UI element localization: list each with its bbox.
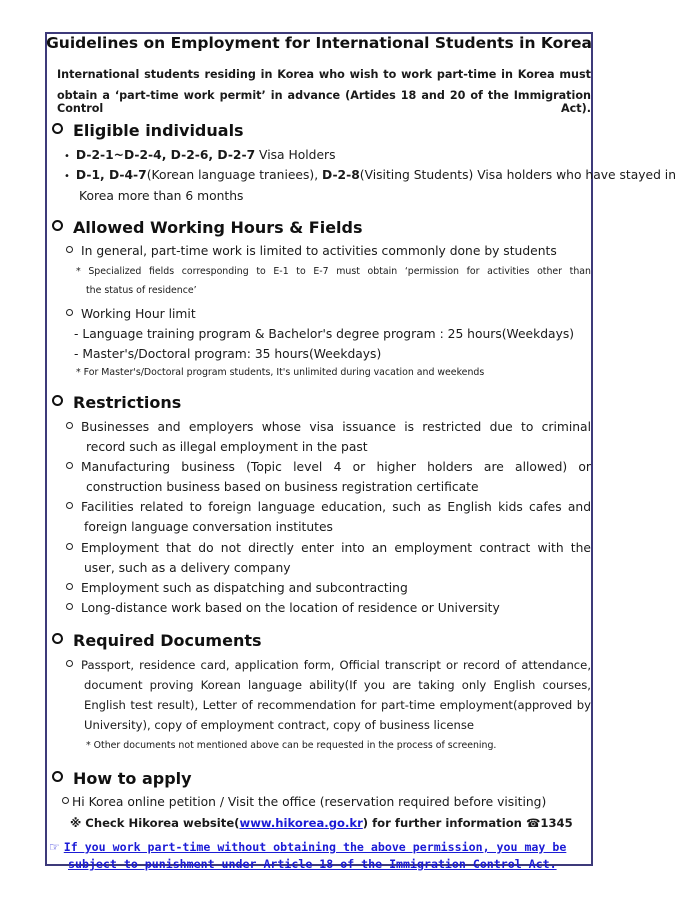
intro-line-1: International students residing in Korea who wish to work part-time in Korea must	[57, 68, 591, 81]
documents-line-3: English test result), Letter of recommendation for part-time employment(approved by	[84, 698, 591, 712]
circle-bullet-icon	[52, 395, 63, 406]
page-title: Guidelines on Employment for International Students in Korea	[46, 34, 592, 52]
eligible-item-2: • D-1, D-4-7(Korean language traniees), D-2-8(Visiting Students) Visa holders who have stayed in	[64, 168, 676, 182]
circle-bullet-icon	[52, 123, 63, 134]
circle-bullet-icon	[52, 633, 63, 644]
documents-heading: Required Documents	[52, 631, 262, 650]
apply-heading: How to apply	[52, 769, 192, 788]
bullet-icon	[66, 422, 73, 429]
bullet-icon	[66, 660, 73, 667]
bullet-icon	[62, 797, 69, 804]
pointing-hand-icon: ☞	[49, 840, 60, 854]
documents-line-2: document proving Korean language ability(If you are taking only English courses,	[84, 678, 591, 692]
restriction-item-2-cont: construction business based on business registration certificate	[86, 480, 479, 494]
restriction-item-1-cont: record such as illegal employment in the past	[86, 440, 368, 454]
bullet-icon	[66, 309, 73, 316]
hours-note-1: * Specialized fields corresponding to E-1 to E-7 must obtain ‘permission for activities other than	[76, 266, 591, 277]
hours-note-2: * For Master's/Doctoral program students, It's unlimited during vacation and weekends	[76, 367, 485, 378]
circle-bullet-icon	[52, 771, 63, 782]
restrictions-heading: Restrictions	[52, 393, 181, 412]
restriction-item-2: Manufacturing business (Topic level 4 or higher holders are allowed) or	[66, 460, 591, 474]
bullet-icon	[66, 502, 73, 509]
hours-limit-2: - Master's/Doctoral program: 35 hours(Weekdays)	[74, 347, 382, 361]
hours-limit-label: Working Hour limit	[66, 307, 196, 321]
bullet-icon	[66, 462, 73, 469]
restriction-item-5: Employment such as dispatching and subcontracting	[66, 581, 408, 595]
bullet-icon	[66, 583, 73, 590]
bullet-icon	[66, 603, 73, 610]
restriction-item-3: Facilities related to foreign language education, such as English kids cafes and	[66, 500, 591, 514]
hours-heading: Allowed Working Hours & Fields	[52, 218, 363, 237]
apply-check: ※ Check Hikorea website(www.hikorea.go.kr) for further information ☎1345	[70, 816, 573, 830]
restriction-item-3-cont: foreign language conversation institutes	[84, 520, 333, 534]
bullet-icon	[66, 543, 73, 550]
restriction-item-4: Employment that do not directly enter into an employment contract with the	[66, 541, 591, 555]
hours-limit-1: - Language training program & Bachelor's degree program : 25 hours(Weekdays)	[74, 327, 575, 341]
warning-line-2: subject to punishment under Article 18 of the Immigration Control Act.	[68, 857, 557, 871]
documents-note: * Other documents not mentioned above can be requested in the process of screening.	[86, 740, 497, 751]
eligible-item-2-cont: Korea more than 6 months	[79, 189, 244, 203]
documents-line-4: University), copy of employment contract, copy of business license	[84, 718, 475, 732]
restriction-item-1: Businesses and employers whose visa issuance is restricted due to criminal	[66, 420, 591, 434]
bullet-icon	[66, 246, 73, 253]
circle-bullet-icon	[52, 220, 63, 231]
hours-general: In general, part-time work is limited to activities commonly done by students	[66, 244, 557, 258]
hours-note-1-cont: the status of residence’	[86, 285, 197, 296]
eligible-heading: Eligible individuals	[52, 121, 244, 140]
restriction-item-4-cont: user, such as a delivery company	[84, 561, 291, 575]
hikorea-website-link[interactable]: www.hikorea.go.kr	[239, 816, 363, 830]
intro-line-2: obtain a ‘part-time work permit’ in advance (Artides 18 and 20 of the Immigration Control Act).	[57, 89, 591, 115]
restriction-item-6: Long-distance work based on the location of residence or University	[66, 601, 500, 615]
warning-line-1: ☞ If you work part-time without obtaining the above permission, you may be	[49, 840, 567, 854]
apply-line-1: Hi Korea online petition / Visit the office (reservation required before visiting)	[62, 795, 546, 809]
eligible-item-1: • D-2-1~D-2-4, D-2-6, D-2-7 Visa Holders	[64, 148, 336, 162]
documents-line-1: Passport, residence card, application form, Official transcript or record of attendance,	[66, 658, 591, 672]
